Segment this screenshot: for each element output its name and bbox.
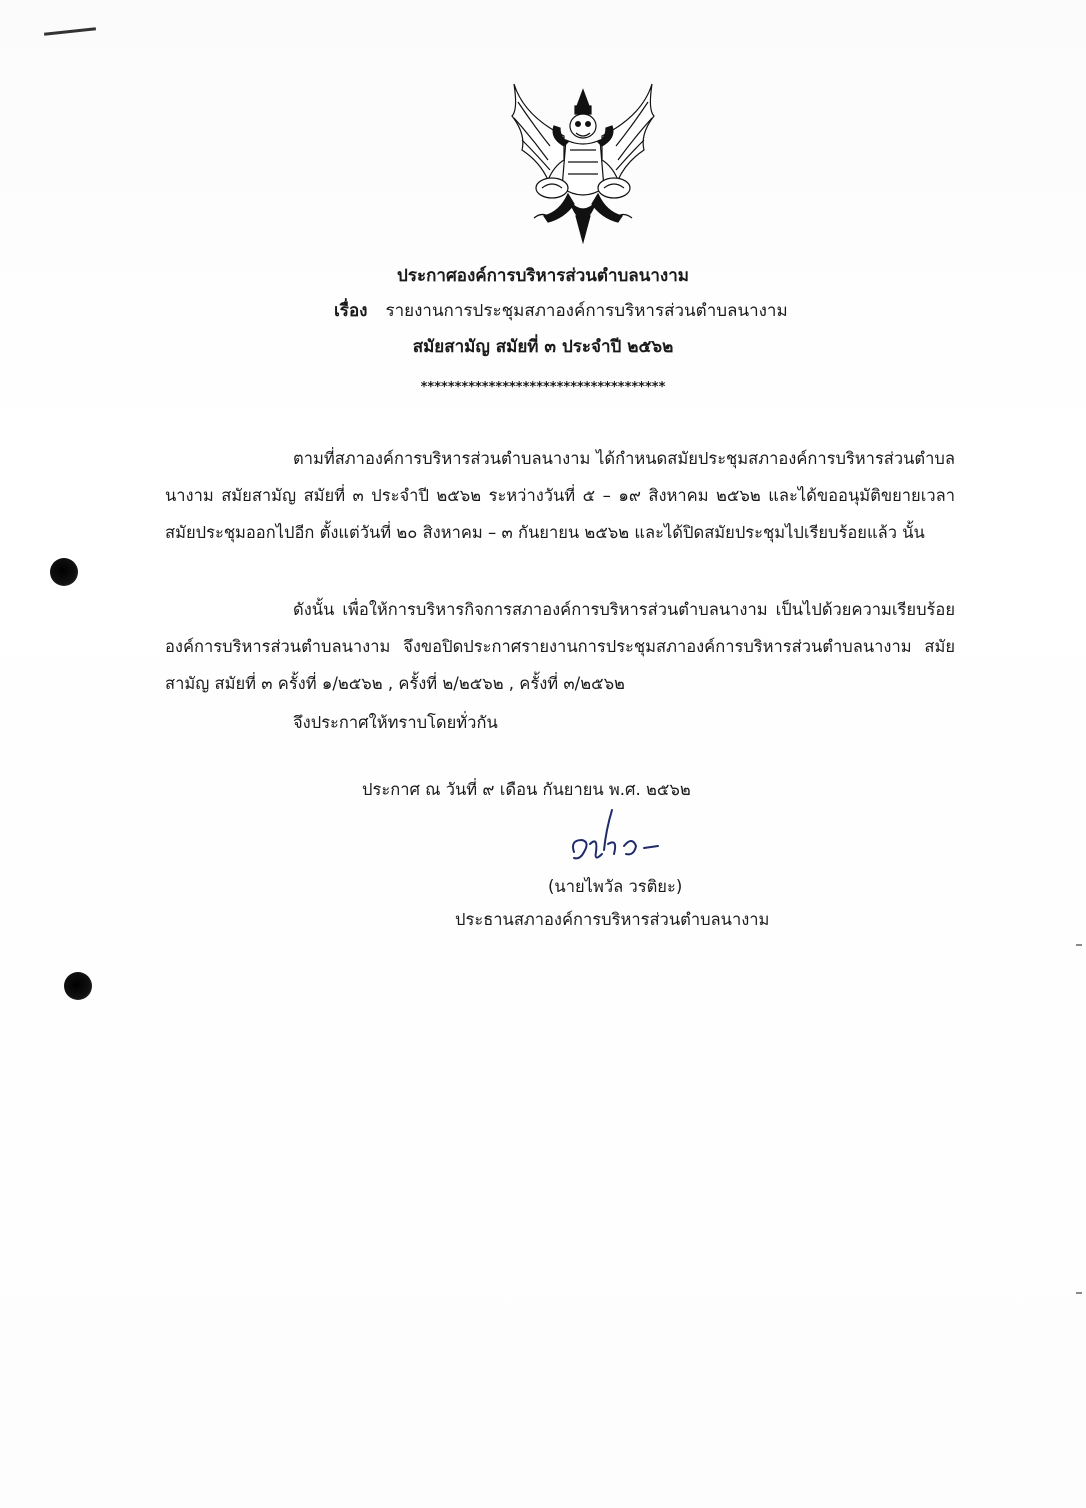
punch-hole (64, 972, 92, 1000)
garuda-emblem-icon (504, 76, 662, 244)
subject-label: เรื่อง (334, 301, 368, 321)
session-line: สมัยสามัญ สมัยที่ ๓ ประจำปี ๒๕๖๒ (412, 337, 674, 357)
punch-hole (50, 558, 78, 586)
date-line: ประกาศ ณ วันที่ ๙ เดือน กันยายน พ.ศ. ๒๕๖๒ (362, 780, 691, 799)
signer-name: (นายไพวัล วรติยะ) (548, 877, 683, 896)
paragraph-2: ดังนั้น เพื่อให้การบริหารกิจการสภาองค์การบริหารส่วนตำบลนางาม เป็นไปด้วยความเรียบร้อย องค์การบริหารส่วนตำบลนางาม จึงขอปิดประกาศรายงานการประชุมสภาองค์การบริหารส่วนตำบลนางาม สมัยสามัญ สมัยที่ ๓ ครั้งที่ ๑/๒๕๖๒ , ครั้งที่ ๒/๒๕๖๒ , ครั้งที่ ๓/๒๕๖๒ (165, 600, 955, 693)
closing-line: จึงประกาศให้ทราบโดยทั่วกัน (293, 713, 498, 732)
document-title: ประกาศองค์การบริหารส่วนตำบลนางาม (397, 266, 689, 286)
subject-text: รายงานการประชุมสภาองค์การบริหารส่วนตำบลนางาม (385, 301, 788, 321)
separator: ************************************ (420, 380, 666, 395)
edge-mark (1076, 1292, 1082, 1294)
signature-icon (560, 800, 670, 878)
subject-line (334, 297, 788, 324)
edge-mark (1076, 944, 1082, 946)
signer-title: ประธานสภาองค์การบริหารส่วนตำบลนางาม (455, 910, 770, 929)
paragraph-1: ตามที่สภาองค์การบริหารส่วนตำบลนางาม ได้กำหนดสมัยประชุมสภาองค์การบริหารส่วนตำบลนางาม สมัยสามัญ สมัยที่ ๓ ประจำปี ๒๕๖๒ ระหว่างวันที่ ๕ – ๑๙ สิงหาคม ๒๕๖๒ และได้ขออนุมัติขยายเวลาสมัยประชุมออกไปอีก ตั้งแต่วันที่ ๒๐ สิงหาคม – ๓ กันยายน ๒๕๖๒ และได้ปิดสมัยประชุมไปเรียบร้อยแล้ว นั้น (165, 449, 955, 542)
pen-mark (44, 27, 96, 35)
